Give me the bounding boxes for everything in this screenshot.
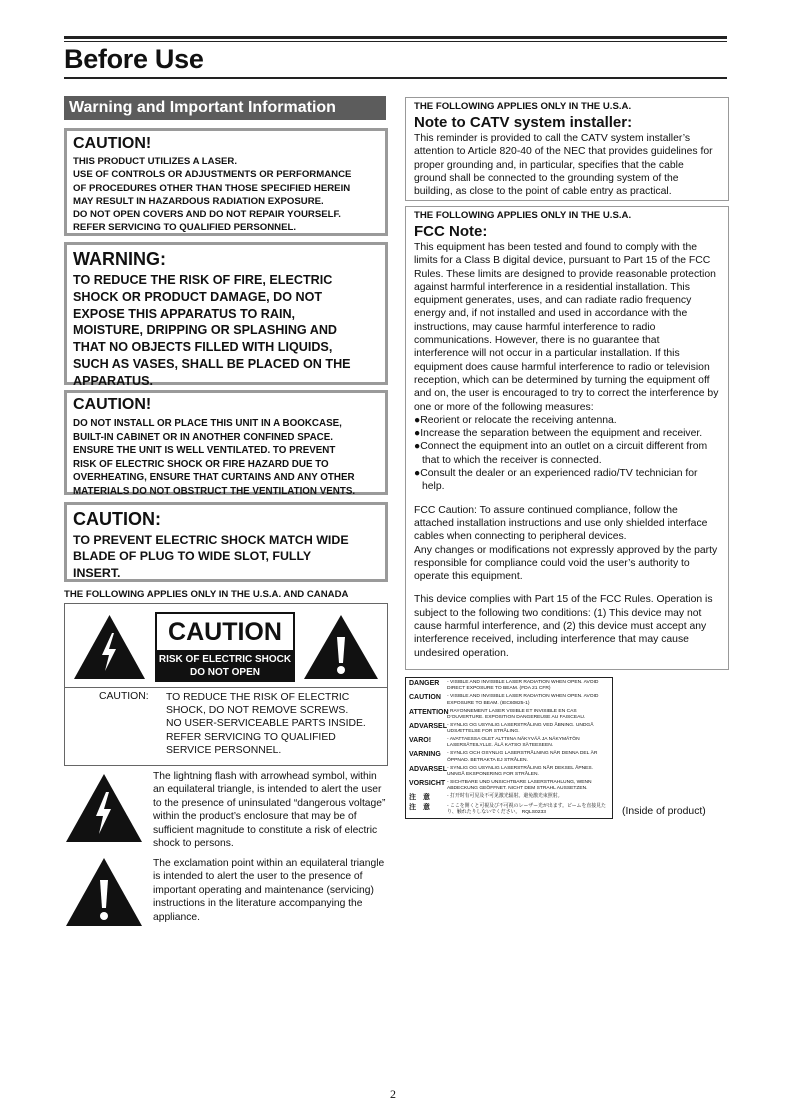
caution-line: DO NOT INSTALL OR PLACE THIS UNIT IN A BOOKCASE, [73, 418, 342, 429]
panel-divider [64, 687, 388, 688]
caution-heading: CAUTION! [73, 396, 152, 413]
fcc-caution-text [414, 504, 720, 584]
catv-heading: Note to CATV system installer: [414, 114, 633, 131]
caution-heading: CAUTION! [73, 135, 152, 152]
catv-text [414, 132, 720, 198]
fcc-bullet: ●Connect the equipment into an outlet on a circuit different from that to which the receiver is connected. [414, 441, 708, 466]
fcc-line: subject to the following two conditions: (1) This device may not [414, 607, 702, 619]
fcc-line: attached installation instructions and use only shielded interface [414, 517, 708, 529]
fcc-line: cause harmful interference, and (2) this device must accept any [414, 621, 707, 633]
caution-sign [155, 612, 295, 682]
fcc-line: interference will not occur in a particular installation. If this [414, 348, 680, 360]
label-key: ADVARSEL [409, 765, 447, 773]
fcc-line: limits for a Class B digital device, pursuant to Part 15 of the FCC [414, 255, 711, 267]
label-key: VARNING [409, 751, 441, 759]
label-value: - SYNLIG OG USYNLIG LASERSTRÅLING VED ÅBNING. UNDGÅ UDSÆTTELSE FOR STRÅLING. [447, 722, 594, 735]
caution-sign-subtitle [157, 650, 293, 680]
label-row [409, 737, 609, 750]
warning-line: APPARATUS. [73, 373, 153, 388]
label-key: VORSICHT [409, 779, 446, 787]
panel-line: REFER SERVICING TO QUALIFIED [166, 731, 336, 743]
caution-sign-title: CAUTION [157, 614, 293, 650]
spacer [414, 583, 720, 593]
panel-line: SERVICE PERSONNEL. [166, 744, 282, 756]
fcc-line: one or more of the following measures: [414, 401, 594, 413]
exclamation-explanation: The exclamation point within an equilateral triangle is intended to alert the user to the presence of important operating and maintenance (servicing) instructions in the literature accompanying the appliance. [153, 858, 385, 923]
catv-applies: THE FOLLOWING APPLIES ONLY IN THE U.S.A. [414, 101, 632, 112]
fcc-text [414, 241, 720, 414]
caution-text [73, 417, 379, 499]
section-heading: Warning and Important Information [64, 96, 386, 120]
caution-line: INSERT. [73, 565, 121, 580]
catv-line: proper grounding and, in particular, specifies that the cable [414, 159, 684, 171]
fcc-applies: THE FOLLOWING APPLIES ONLY IN THE U.S.A. [414, 210, 632, 221]
catv-note-box [405, 97, 729, 201]
catv-line: ground shall be connected to the grounding system of the [414, 172, 679, 184]
lightning-explanation: The lightning flash with arrowhead symbol, within an equilateral triangle, is intended to alert the user to the presence of uninsulated “dangerous voltage” within the product’s enclosure that may be of sufficient magnitude to constitute a risk of electric shock to persons. [153, 771, 386, 850]
label-key: DANGER [409, 680, 440, 687]
page-number: 2 [390, 1087, 396, 1101]
warning-text [73, 272, 379, 390]
caution-text [73, 155, 379, 235]
label-value: - 打开时有可见及不可见激光辐射。避免激光束照射。 [447, 794, 563, 800]
top-rule [64, 36, 727, 39]
catv-line: attention to Article 820-40 of the NEC that provides guidelines for [414, 146, 713, 158]
caution-line: USE OF CONTROLS OR ADJUSTMENTS OR PERFORMANCE [73, 169, 352, 181]
label-caption: (Inside of product) [622, 806, 706, 817]
caution-line: MATERIALS DO NOT OBSTRUCT THE VENTILATION VENTS. [73, 485, 356, 497]
fcc-heading: FCC Note: [414, 223, 488, 240]
label-value: - ここを開くと可視及び不可視のレーザー光が出ます。ビームを直接見たり、触れたりしないでください。 RQLS0233 [447, 803, 606, 816]
label-row [409, 794, 609, 802]
title-rule [64, 77, 727, 79]
label-key: ATTENTION [409, 708, 449, 716]
catv-line: This reminder is provided to call the CATV system installer’s [414, 133, 691, 144]
fcc-line: This equipment has been tested and found to comply with the [414, 242, 698, 253]
caution-line: MAY RESULT IN HAZARDOUS RADIATION EXPOSURE. [73, 195, 324, 207]
warning-line: SUCH AS VASES, SHALL BE PLACED ON THE [73, 356, 351, 371]
label-key: ADVARSEL [409, 722, 447, 730]
fcc-line: equipment generates, uses, and can radiate radio frequency [414, 295, 692, 307]
fcc-line: reception, which can be determined by turning the equipment off [414, 374, 710, 386]
label-key: VARO! [409, 737, 432, 745]
panel-caution-label: CAUTION: [99, 691, 149, 702]
caution-line: DO NOT OPEN COVERS AND DO NOT REPAIR YOURSELF. [73, 209, 341, 221]
label-value: - SYNLIG OG USYNLIG LASERSTRÅLING NÅR DEKSEL ÅPNES. UNNGÅ EKSPONERING FOR STRÅLEN. [447, 765, 594, 777]
caution-line: TO PREVENT ELECTRIC SHOCK MATCH WIDE [73, 533, 349, 547]
caution-line: ENSURE THE UNIT IS WELL VENTILATED. TO PREVENT [73, 445, 336, 457]
fcc-bullet: ●Consult the dealer or an experienced radio/TV technician for help. [414, 468, 698, 493]
label-row [409, 680, 609, 693]
label-row [409, 709, 609, 722]
panel-line: NO USER-SERVICEABLE PARTS INSIDE. [166, 718, 366, 730]
caution-line: OVERHEATING, ENSURE THAT CURTAINS AND ANY OTHER [73, 472, 355, 484]
label-row [409, 723, 609, 736]
label-row [409, 694, 609, 707]
caution-text [73, 532, 379, 581]
label-value: - VISIBLE AND INVISIBLE LASER RADIATION WHEN OPEN. AVOID EXPOSURE TO BEAM. (IEC60825-1) [447, 694, 599, 706]
label-value: - SYNLIG OCH OSYNLIG LASERSTRÅLNING NÄR DENNA DEL ÄR ÖPPNAD. BETRAKTA EJ STRÅLEN. [447, 751, 598, 763]
spacer [414, 494, 720, 504]
fcc-line: interference received, including interference that may cause [414, 634, 689, 646]
label-row [409, 780, 609, 793]
sign-line: RISK OF ELECTRIC SHOCK [158, 654, 292, 665]
fcc-line: against harmful interference in a residential installation. This [414, 281, 690, 293]
fcc-line: This device complies with Part 15 of the FCC Rules. Operation is [414, 594, 713, 606]
caution-line: RISK OF ELECTRIC SHOCK OR FIRE HAZARD DUE TO [73, 458, 329, 470]
caution-laser-box [64, 128, 388, 236]
fcc-line: FCC Caution: To assure continued compliance, follow the [414, 504, 678, 516]
fcc-part15-text [414, 593, 720, 659]
fcc-line: responsible for compliance could void the user’s authority to [414, 557, 690, 569]
fcc-line: Rules. These limits are designed to provide reasonable protection [414, 268, 716, 280]
lightning-triangle-icon [64, 772, 144, 844]
fcc-line: communications. However, there is no guarantee that [414, 335, 660, 347]
label-key: CAUTION [409, 694, 441, 702]
caution-line: THIS PRODUCT UTILIZES A LASER. [73, 156, 237, 167]
label-key: 注 意 [409, 794, 430, 802]
fcc-line: instructions, may cause harmful interference to radio [414, 321, 656, 333]
warning-line: SHOCK OR PRODUCT DAMAGE, DO NOT [73, 289, 323, 304]
warning-line: THAT NO OBJECTS FILLED WITH LIQUIDS, [73, 340, 333, 355]
caution-heading: CAUTION: [73, 509, 161, 529]
fcc-note-box [405, 206, 729, 670]
fcc-line: and on, the user is encouraged to try to correct the interference by [414, 388, 719, 400]
caution-line: BUILT-IN CABINET OR IN ANOTHER CONFINED SPACE. [73, 431, 333, 443]
fcc-line: equipment does cause harmful interference to radio or television [414, 361, 710, 373]
warning-line: MOISTURE, DRIPPING OR SPLASHING AND [73, 323, 338, 338]
lightning-triangle-icon [72, 613, 147, 681]
exclamation-triangle-icon [302, 613, 380, 681]
fcc-bullet: ●Reorient or relocate the receiving antenna. [414, 414, 617, 426]
label-row [409, 804, 609, 817]
label-value: - RAYONNEMENT LASER VISIBLE ET INVISIBLE EN CAS D’OUVERTURE. EXPOSITION DANGEREUSE AU FAISCEAU. [447, 708, 586, 720]
fcc-line: cables when connecting to peripheral devices. [414, 531, 627, 543]
label-row [409, 751, 609, 764]
catv-line: building, as close to the point of cable entry as practical. [414, 186, 672, 198]
exclamation-triangle-icon [64, 856, 144, 928]
caution-plug-box [64, 502, 388, 582]
caution-line: REFER SERVICING TO QUALIFIED PERSONNEL. [73, 222, 296, 234]
fcc-bullet: ●Increase the separation between the equipment and receiver. [414, 428, 703, 440]
caution-ventilation-box [64, 390, 388, 495]
warning-box [64, 242, 388, 388]
fcc-line: Any changes or modifications not expressly approved by the party [414, 544, 718, 556]
sign-line: DO NOT OPEN [189, 667, 260, 678]
panel-line: SHOCK, DO NOT REMOVE SCREWS. [166, 705, 349, 717]
label-row [409, 766, 609, 779]
label-value: - AVATTAESSA OLET ALTTIINA NÄKYVÄÄ JA NÄKYMÄTÖN LASERSÄTEILYLLE. ÄLÄ KATSO SÄTEESEEN. [447, 737, 580, 749]
warning-heading: WARNING: [73, 249, 166, 269]
fcc-line: undesired operation. [414, 647, 509, 659]
page-title: Before Use [64, 44, 204, 74]
usa-canada-heading: THE FOLLOWING APPLIES ONLY IN THE U.S.A. AND CANADA [64, 589, 349, 600]
warning-line: EXPOSE THIS APPARATUS TO RAIN, [73, 306, 296, 321]
laser-warning-label [405, 677, 613, 819]
label-value: - VISIBLE AND INVISIBLE LASER RADIATION WHEN OPEN. AVOID DIRECT EXPOSURE TO BEAM. (FDA 21 CFR) [447, 680, 599, 692]
label-value: - SICHTBARE UND UNSICHTBARE LASERSTRAHLUNG, WENN ABDECKUNG GEÖFFNET. NICHT DEM STRAHL AUSSETZEN. [447, 779, 592, 792]
caution-line: OF PROCEDURES OTHER THAN THOSE SPECIFIED HEREIN [73, 182, 351, 194]
fcc-line: energy and, if not installed and used in accordance with the [414, 308, 688, 320]
warning-line: TO REDUCE THE RISK OF FIRE, ELECTRIC [73, 273, 333, 287]
caution-line: BLADE OF PLUG TO WIDE SLOT, FULLY [73, 549, 312, 564]
panel-line: TO REDUCE THE RISK OF ELECTRIC [166, 692, 350, 703]
panel-caution-text [166, 691, 381, 757]
fcc-line: operate this equipment. [414, 571, 523, 583]
top-rule-thin [64, 41, 727, 42]
label-key: 注 意 [409, 803, 430, 811]
